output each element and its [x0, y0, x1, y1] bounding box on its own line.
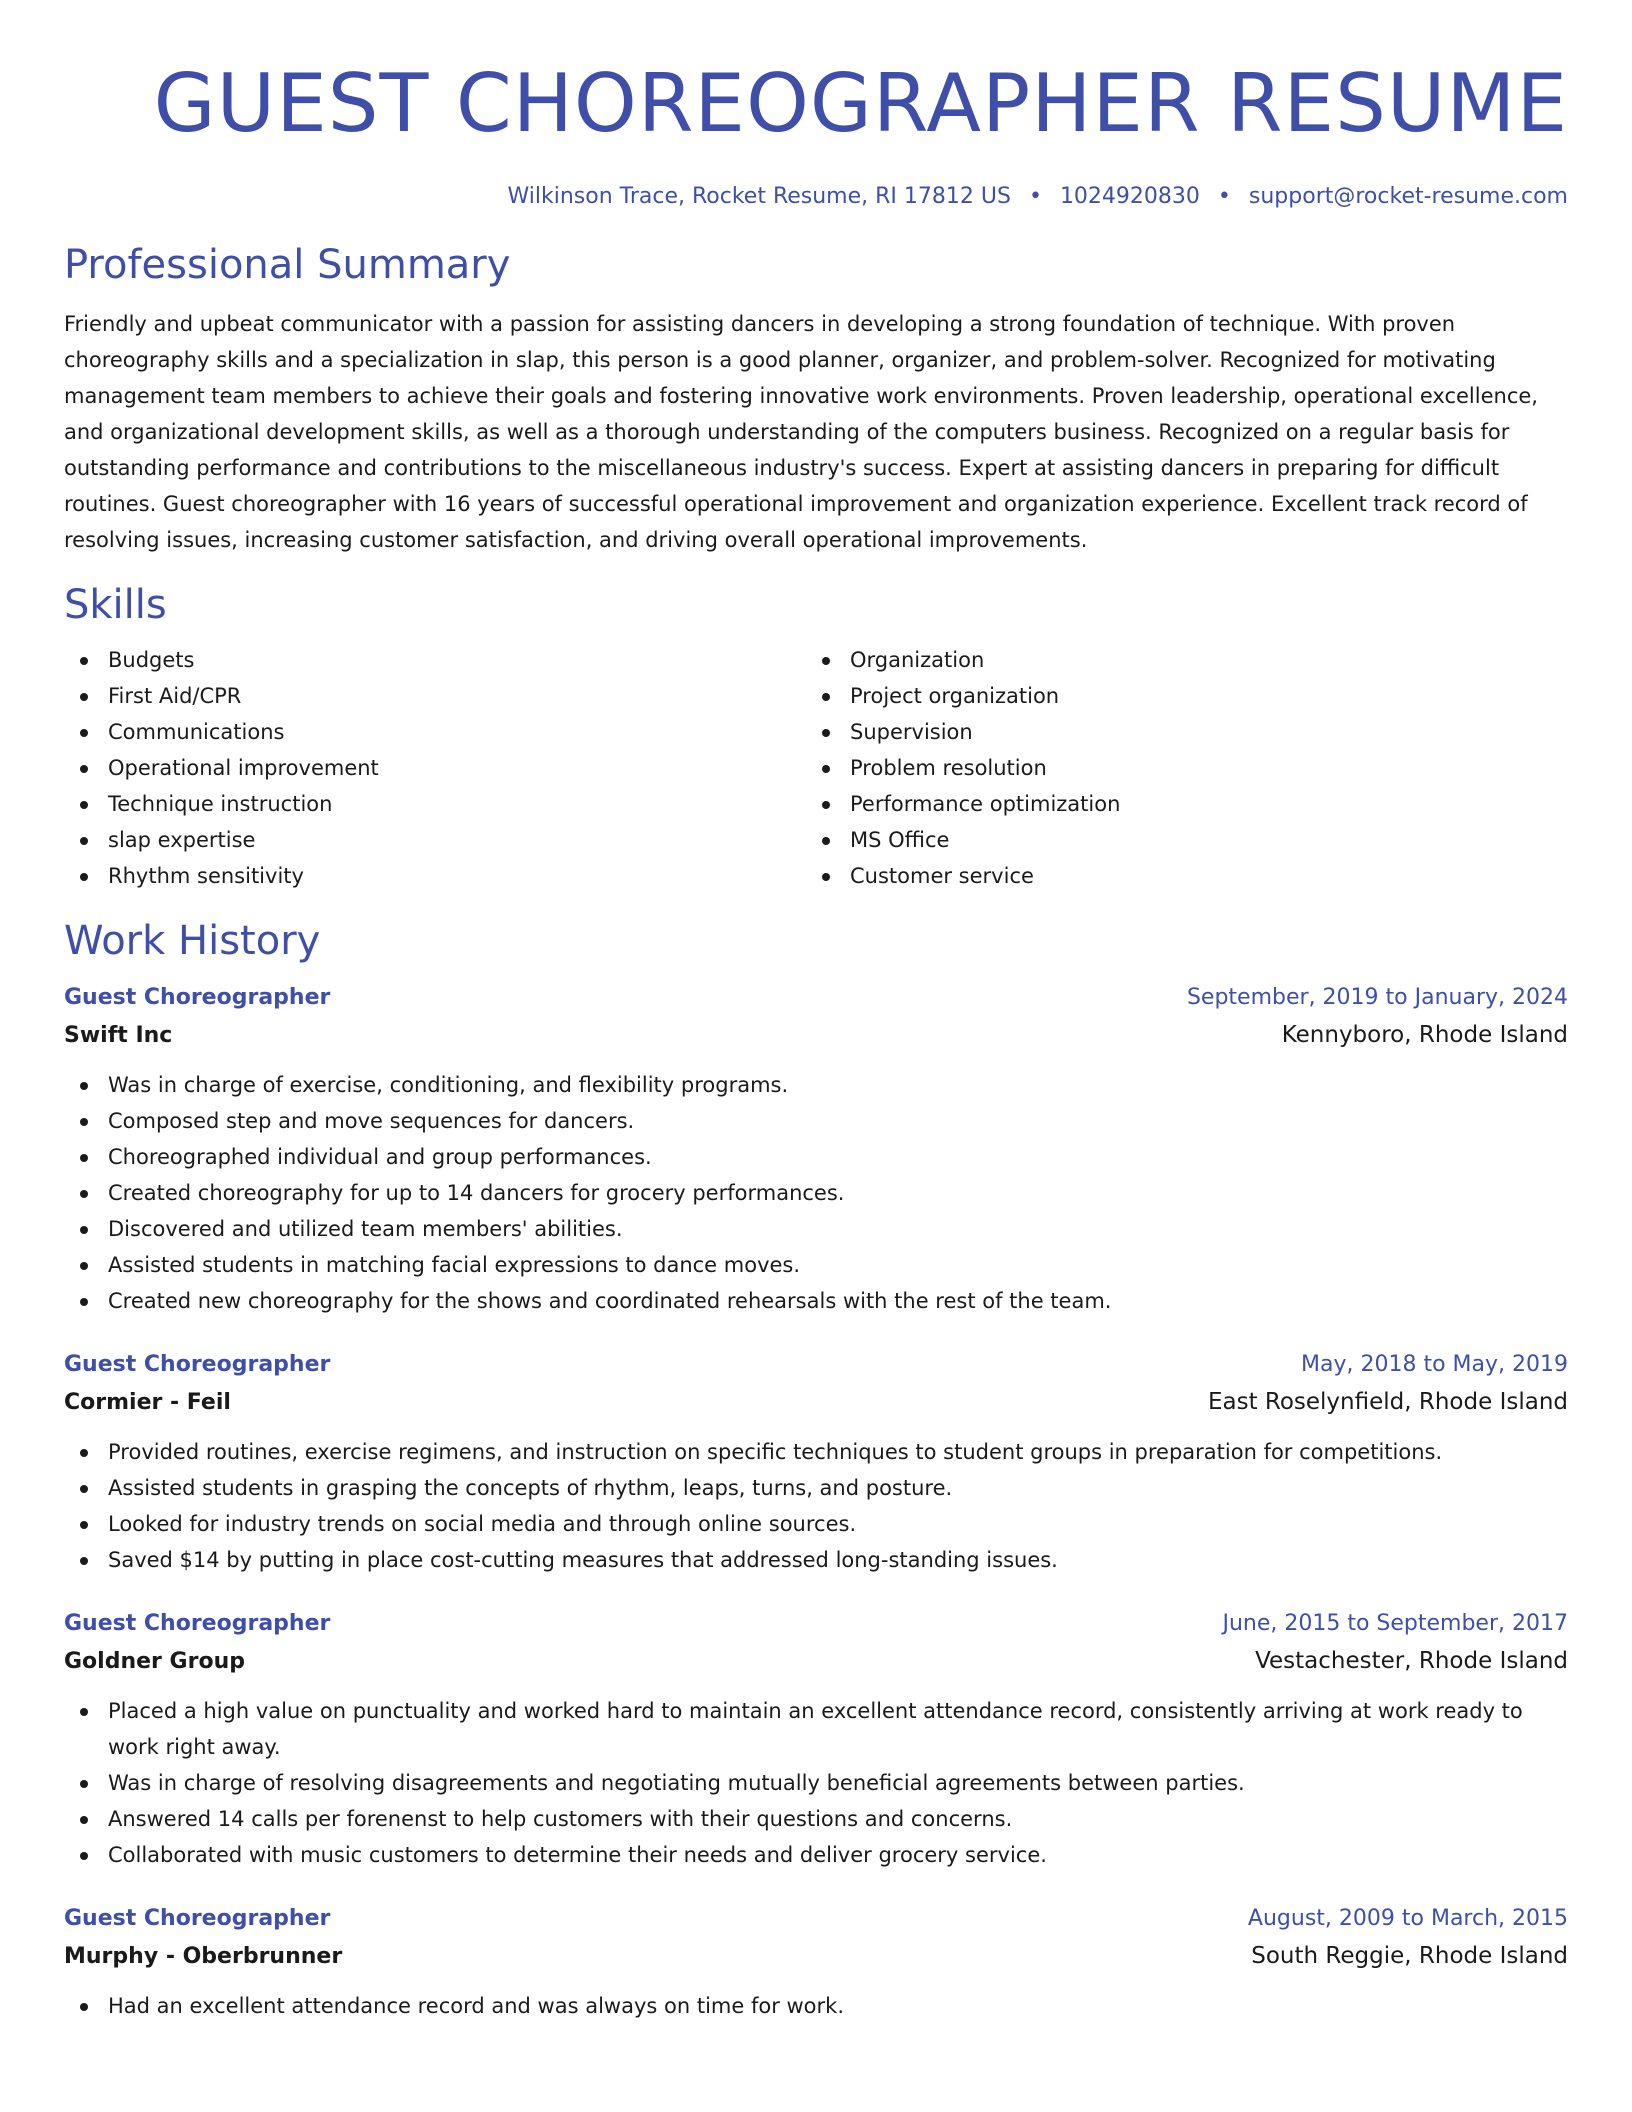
resume-page: [64, 0, 1568, 2024]
duty-item: Was in charge of resolving disagreements and negotiating mutually beneficial agreements between parties.: [64, 1765, 1568, 1801]
duty-item: Discovered and utilized team members' abilities.: [64, 1211, 1568, 1247]
job-subheader: [64, 1383, 1568, 1422]
skills-columns: [64, 642, 1568, 894]
job-role: Guest Choreographer: [64, 1906, 331, 1931]
duty-item: Created choreography for up to 14 dancers for grocery performances.: [64, 1175, 1568, 1211]
job-role: Guest Choreographer: [64, 1611, 331, 1636]
duty-item: Assisted students in grasping the concepts of rhythm, leaps, turns, and posture.: [64, 1470, 1568, 1506]
job-dates: June, 2015 to September, 2017: [1222, 1611, 1568, 1636]
job-entry: [64, 1606, 1568, 1873]
job-dates: September, 2019 to January, 2024: [1186, 985, 1568, 1010]
skill-item: Operational improvement: [64, 750, 806, 786]
job-duties: [64, 1988, 1568, 2024]
skill-item: Supervision: [806, 714, 1548, 750]
duty-item: Composed step and move sequences for dancers.: [64, 1103, 1568, 1139]
skill-item: Technique instruction: [64, 786, 806, 822]
job-duties: [64, 1434, 1568, 1578]
duty-item: Placed a high value on punctuality and worked hard to maintain an excellent attendance record, consistently arriving at work ready to work right away.: [64, 1693, 1568, 1765]
duty-item: Created new choreography for the shows and coordinated rehearsals with the rest of the team.: [64, 1283, 1568, 1319]
job-company: Cormier - Feil: [64, 1390, 231, 1415]
job-dates: May, 2018 to May, 2019: [1301, 1352, 1568, 1377]
job-location: Vestachester, Rhode Island: [1255, 1648, 1568, 1674]
duty-item: Looked for industry trends on social media and through online sources.: [64, 1506, 1568, 1542]
job-entry: [64, 980, 1568, 1319]
job-header: [64, 1901, 1568, 1937]
skill-item: Organization: [806, 642, 1548, 678]
skill-item: First Aid/CPR: [64, 678, 806, 714]
job-company: Murphy - Oberbrunner: [64, 1944, 343, 1969]
job-location: Kennyboro, Rhode Island: [1281, 1022, 1568, 1048]
job-location: South Reggie, Rhode Island: [1251, 1943, 1568, 1969]
duty-item: Saved $14 by putting in place cost-cutting measures that addressed long-standing issues.: [64, 1542, 1568, 1578]
contact-address: Wilkinson Trace, Rocket Resume, RI 17812 US: [507, 184, 1011, 209]
work-history-heading: Work History: [64, 918, 321, 964]
skill-item: Project organization: [806, 678, 1548, 714]
skill-item: Performance optimization: [806, 786, 1548, 822]
duty-item: Answered 14 calls per forenenst to help customers with their questions and concerns.: [64, 1801, 1568, 1837]
job-duties: [64, 1067, 1568, 1319]
skill-item: Budgets: [64, 642, 806, 678]
duty-item: Provided routines, exercise regimens, and instruction on specific techniques to student groups in preparation for competitions.: [64, 1434, 1568, 1470]
job-role: Guest Choreographer: [64, 1352, 331, 1377]
job-company: Swift Inc: [64, 1023, 173, 1048]
duty-item: Choreographed individual and group performances.: [64, 1139, 1568, 1175]
duty-item: Had an excellent attendance record and was always on time for work.: [64, 1988, 1568, 2024]
duty-item: Collaborated with music customers to determine their needs and deliver grocery service.: [64, 1837, 1568, 1873]
skills-list-left: [64, 642, 806, 894]
skills-list-right: [806, 642, 1548, 894]
contact-email: support@rocket-resume.com: [1248, 184, 1568, 209]
job-dates: August, 2009 to March, 2015: [1247, 1906, 1568, 1931]
job-subheader: [64, 1016, 1568, 1055]
summary-heading: Professional Summary: [64, 242, 511, 288]
job-header: [64, 980, 1568, 1016]
duty-item: Was in charge of exercise, conditioning, and flexibility programs.: [64, 1067, 1568, 1103]
skill-item: Problem resolution: [806, 750, 1548, 786]
job-duties: [64, 1693, 1568, 1873]
skill-item: Customer service: [806, 858, 1548, 894]
job-entry: [64, 1347, 1568, 1578]
skill-item: slap expertise: [64, 822, 806, 858]
contact-phone: 1024920830: [1059, 184, 1200, 209]
resume-title: GUEST CHOREOGRAPHER RESUME: [153, 57, 1568, 150]
skill-item: MS Office: [806, 822, 1548, 858]
summary-text: Friendly and upbeat communicator with a passion for assisting dancers in developing a strong foundation of technique. With proven choreography skills and a specialization in slap, this person is a good planner, organizer, and problem-solver. Recognized for motivating management team members to achieve their goals and fostering innovative work environments. Proven leadership, operational excellence, and organizational development skills, as well as a thorough understanding of the computers business. Recognized on a regular basis for outstanding performance and contributions to the miscellaneous industry's success. Expert at assisting dancers in preparing for difficult routines. Guest choreographer with 16 years of successful operational improvement and organization experience. Excellent track record of resolving issues, increasing customer satisfaction, and driving overall operational improvements.: [64, 312, 1538, 552]
job-subheader: [64, 1937, 1568, 1976]
contact-separator: •: [1217, 184, 1231, 209]
job-location: East Roselynfield, Rhode Island: [1207, 1389, 1568, 1415]
duty-item: Assisted students in matching facial expressions to dance moves.: [64, 1247, 1568, 1283]
job-company: Goldner Group: [64, 1649, 245, 1674]
job-header: [64, 1347, 1568, 1383]
skill-item: Communications: [64, 714, 806, 750]
job-subheader: [64, 1642, 1568, 1681]
contact-line: [64, 182, 1568, 212]
job-header: [64, 1606, 1568, 1642]
skill-item: Rhythm sensitivity: [64, 858, 806, 894]
job-role: Guest Choreographer: [64, 985, 331, 1010]
job-entry: [64, 1901, 1568, 2024]
contact-separator: •: [1028, 184, 1042, 209]
skills-heading: Skills: [64, 582, 167, 628]
